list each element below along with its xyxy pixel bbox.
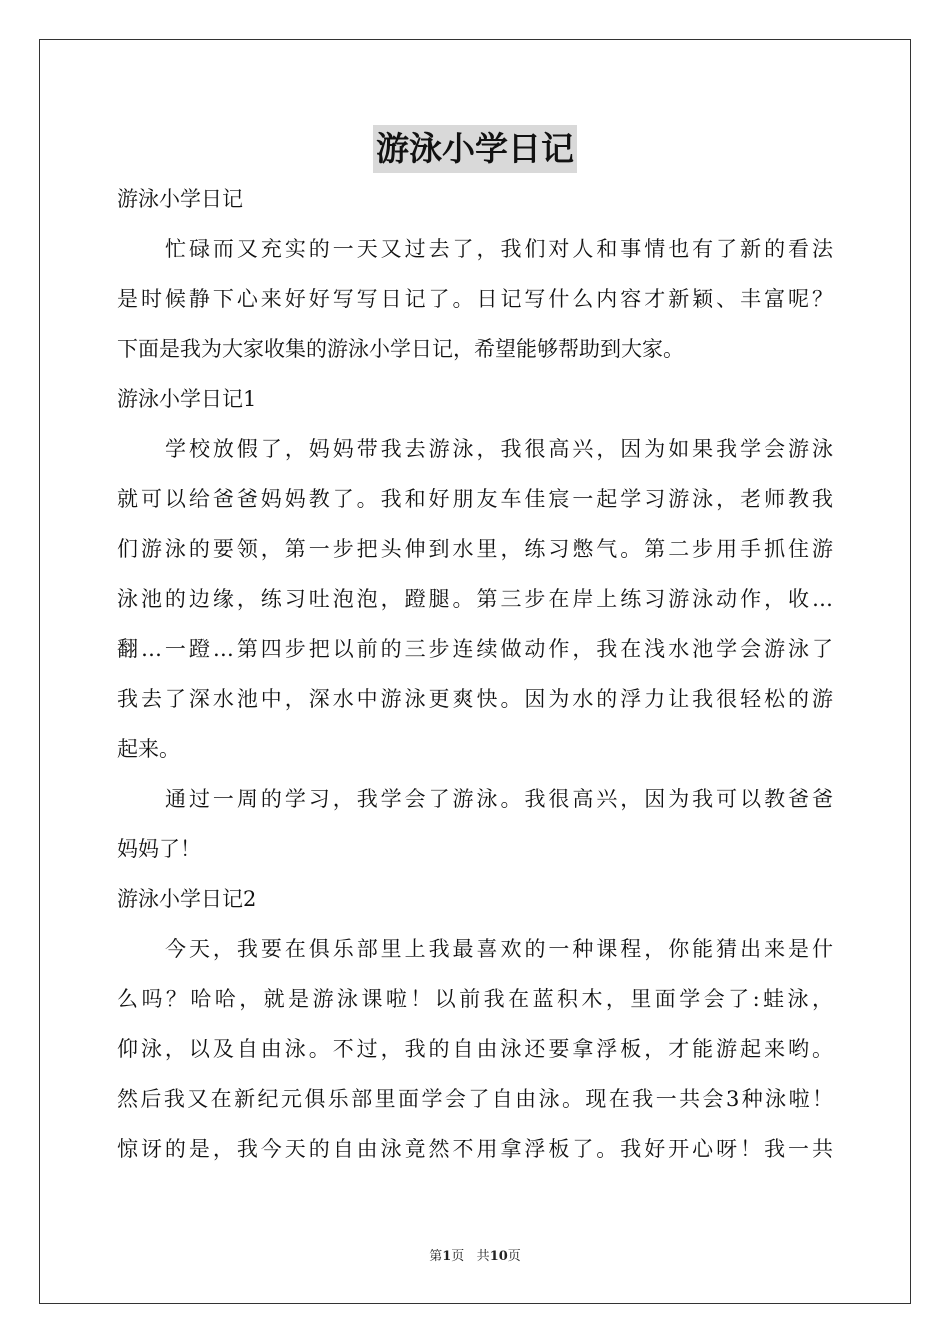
text-line: 是时候静下心来好好写写日记了。日记写什么内容才新颖、丰富呢？ [117,287,833,311]
text-line: 泳池的边缘，练习吐泡泡，蹬腿。第三步在岸上练习游泳动作，收… [117,587,833,611]
text-line: 游泳小学日记1 [117,387,257,411]
text-line: 我去了深水池中，深水中游泳更爽快。因为水的浮力让我很轻松的游 [117,687,833,711]
text-line: 学校放假了，妈妈带我去游泳，我很高兴，因为如果我学会游泳 [165,437,833,461]
text-line: 游泳小学日记 [117,187,243,211]
text-line: 翻…一蹬…第四步把以前的三步连续做动作，我在浅水池学会游泳了 [117,637,833,661]
text-line: 仰泳，以及自由泳。不过，我的自由泳还要拿浮板，才能游起来哟。 [117,1037,833,1061]
page-title: 游泳小学日记 [373,125,577,173]
total-label-suffix: 页 [507,1249,521,1264]
text-line: 今天，我要在俱乐部里上我最喜欢的一种课程，你能猜出来是什 [165,937,833,961]
body-text [117,174,833,1174]
page-number: 1 [442,1249,452,1264]
text-line: 就可以给爸爸妈妈教了。我和好朋友车佳宸一起学习游泳，老师教我 [117,487,833,511]
text-line: 起来。 [117,737,180,761]
text-line: 游泳小学日记2 [117,887,257,911]
text-line: 惊讶的是，我今天的自由泳竟然不用拿浮板了。我好开心呀！我一共 [117,1137,833,1161]
page-label-suffix: 页 [451,1249,465,1264]
total-label-prefix: 共 [476,1249,490,1264]
text-line: 通过一周的学习，我学会了游泳。我很高兴，因为我可以教爸爸 [165,787,833,811]
page-footer [0,1245,950,1264]
total-pages: 10 [489,1249,508,1264]
text-line: 下面是我为大家收集的游泳小学日记，希望能够帮助到大家。 [117,337,684,361]
text-line: 么吗？哈哈，就是游泳课啦！以前我在蓝积木，里面学会了:蛙泳， [117,987,833,1011]
page-label-prefix: 第 [429,1249,443,1264]
text-line: 忙碌而又充实的一天又过去了，我们对人和事情也有了新的看法 [165,237,833,261]
text-line: 妈妈了！ [117,837,201,861]
title-container [0,125,950,173]
text-line: 们游泳的要领，第一步把头伸到水里，练习憋气。第二步用手抓住游 [117,537,833,561]
text-line: 然后我又在新纪元俱乐部里面学会了自由泳。现在我一共会3种泳啦！ [117,1087,833,1111]
